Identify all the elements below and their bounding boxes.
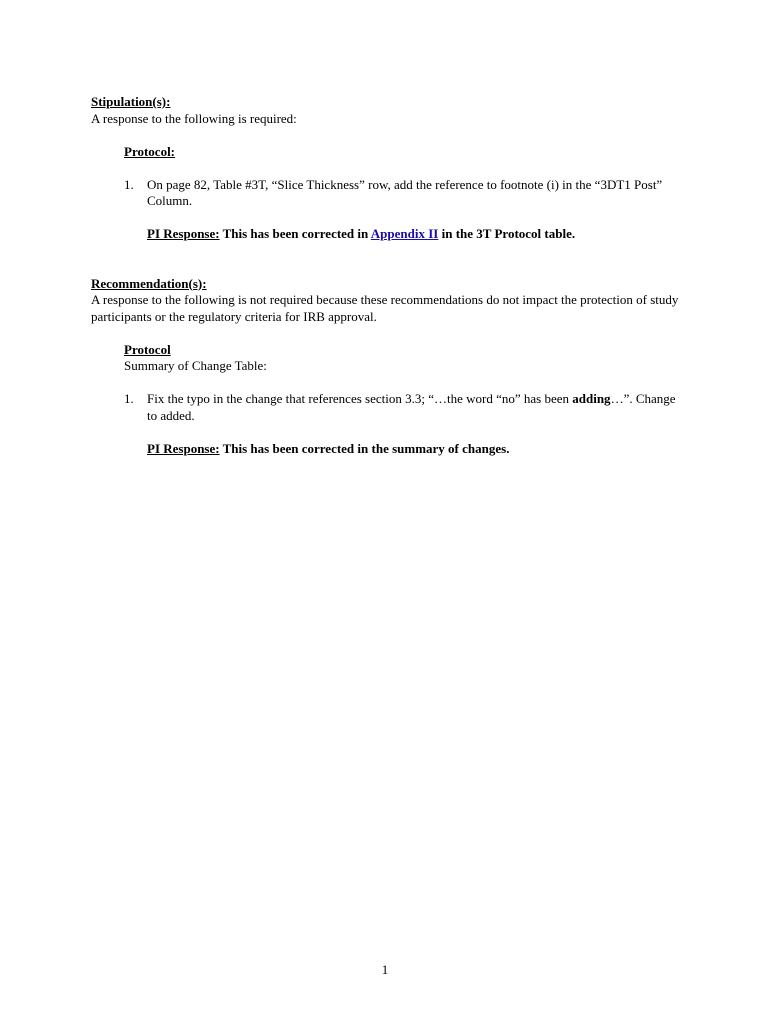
stipulation-item — [124, 177, 681, 210]
stipulations-intro: A response to the following is required: — [91, 110, 297, 126]
stipulation-item-number: 1. — [124, 176, 134, 192]
pi-response-label: PI Response: — [147, 440, 220, 456]
recommendations-heading: Recommendation(s): — [91, 275, 207, 291]
document-page — [91, 94, 681, 457]
stipulations-heading: Stipulation(s): — [91, 94, 171, 109]
recommendation-pi-response — [147, 441, 681, 458]
recommendations-protocol-heading: Protocol — [124, 341, 171, 357]
stipulation-item-text: On page 82, Table #3T, “Slice Thickness” row, add the reference to footnote (i) in the “3DT1 Post” Column. — [147, 176, 663, 208]
pi-response-text-after: in the 3T Protocol table. — [438, 226, 576, 241]
pi-response-text-before: This has been corrected in — [219, 226, 371, 241]
recommendation-text-bold: adding — [572, 391, 611, 406]
summary-of-change-label: Summary of Change Table: — [124, 358, 267, 373]
recommendation-item — [124, 391, 681, 424]
stipulation-pi-response — [147, 226, 681, 243]
recommendations-intro: A response to the following is not required because these recommendations do not impact the protection of study participants or the regulatory criteria for IRB approval. — [91, 292, 679, 324]
recommendation-item-text — [147, 391, 681, 424]
pi-response-label: PI Response: — [147, 226, 220, 241]
pi-response-text: This has been corrected in the summary of changes. — [219, 440, 510, 456]
page-number: 1 — [381, 962, 389, 977]
recommendation-item-number: 1. — [124, 391, 134, 406]
recommendation-text-before: Fix the typo in the change that references section 3.3; “…the word “no” has been — [147, 391, 573, 406]
stipulations-protocol-heading: Protocol: — [124, 143, 176, 159]
recommendation-text-after: …”. Change to added. — [147, 391, 676, 423]
appendix-ii-link[interactable]: Appendix II — [370, 226, 439, 241]
